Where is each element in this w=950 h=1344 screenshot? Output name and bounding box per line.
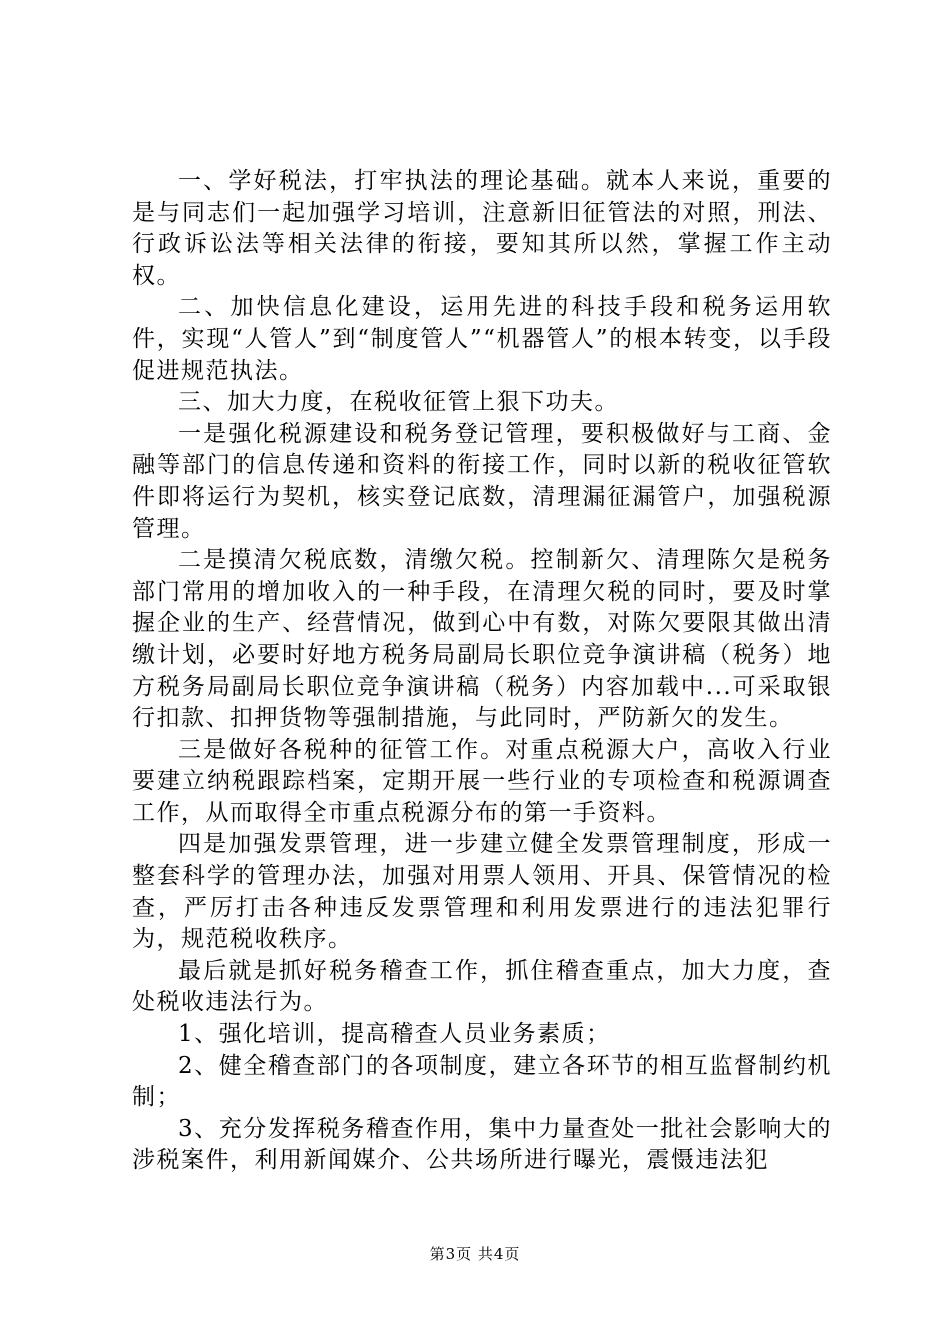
paragraph-tax-source: 一是强化税源建设和税务登记管理，要积极做好与工商、金融等部门的信息传递和资料的衔接工作，同时以新的税收征管软件即将运行为契机，核实登记底数，清理漏征漏管户，加强税源管理。: [132, 420, 832, 542]
paragraph-informatization: 二、加快信息化建设，运用先进的科技手段和税务运用软件，实现“人管人”到“制度管人”“机器管人”的根本转变，以手段促进规范执法。: [132, 294, 832, 384]
list-item-supervision: 2、健全稽查部门的各项制度，建立各环节的相互监督制约机制；: [132, 1052, 832, 1111]
paragraph-arrears: 二是摸清欠税底数，清缴欠税。控制新欠、清理陈欠是税务部门常用的增加收入的一种手段，在清理欠税的同时，要及时掌握企业的生产、经营情况，做到心中有数，对陈欠要限其做出清缴计划，必要时好地方税务局副局长职位竞争演讲稿（税务）地方税务局副局长职位竞争演讲稿（税务）内容加载中...可采取银行扣款、扣押货物等强制措施，与此同时，严防新欠的发生。: [132, 547, 832, 732]
list-item-case-exposure: 3、充分发挥税务稽查作用，集中力量查处一批社会影响大的涉税案件，利用新闻媒介、公共场所进行曝光，震慑违法犯: [132, 1115, 832, 1174]
paragraph-tax-inspection: 最后就是抓好税务稽查工作，抓住稽查重点，加大力度，查处税收违法行为。: [132, 957, 832, 1016]
paragraph-study-tax-law: 一、学好税法，打牢执法的理论基础。就本人来说，重要的是与同志们一起加强学习培训，注意新旧征管法的对照，刑法、行政诉讼法等相关法律的衔接，要知其所以然，掌握工作主动权。: [132, 168, 832, 289]
page-number-footer: 第3页 共4页: [429, 1245, 521, 1263]
paragraph-invoice-management: 四是加强发票管理，进一步建立健全发票管理制度，形成一整套科学的管理办法，加强对用票人领用、开具、保管情况的检查，严厉打击各种违反发票管理和利用发票进行的违法犯罪行为，规范税收秩序。: [132, 831, 832, 953]
document-body: [132, 166, 832, 1177]
paragraph-collection-effort: 三、加大力度，在税收征管上狠下功夫。: [178, 389, 619, 416]
paragraph-tax-types: 三是做好各税种的征管工作。对重点税源大户，高收入行业要建立纳税跟踪档案，定期开展一些行业的专项检查和税源调查工作，从而取得全市重点税源分布的第一手资料。: [132, 736, 832, 826]
list-item-training: 1、强化培训，提高稽查人员业务素质；: [178, 1021, 611, 1048]
